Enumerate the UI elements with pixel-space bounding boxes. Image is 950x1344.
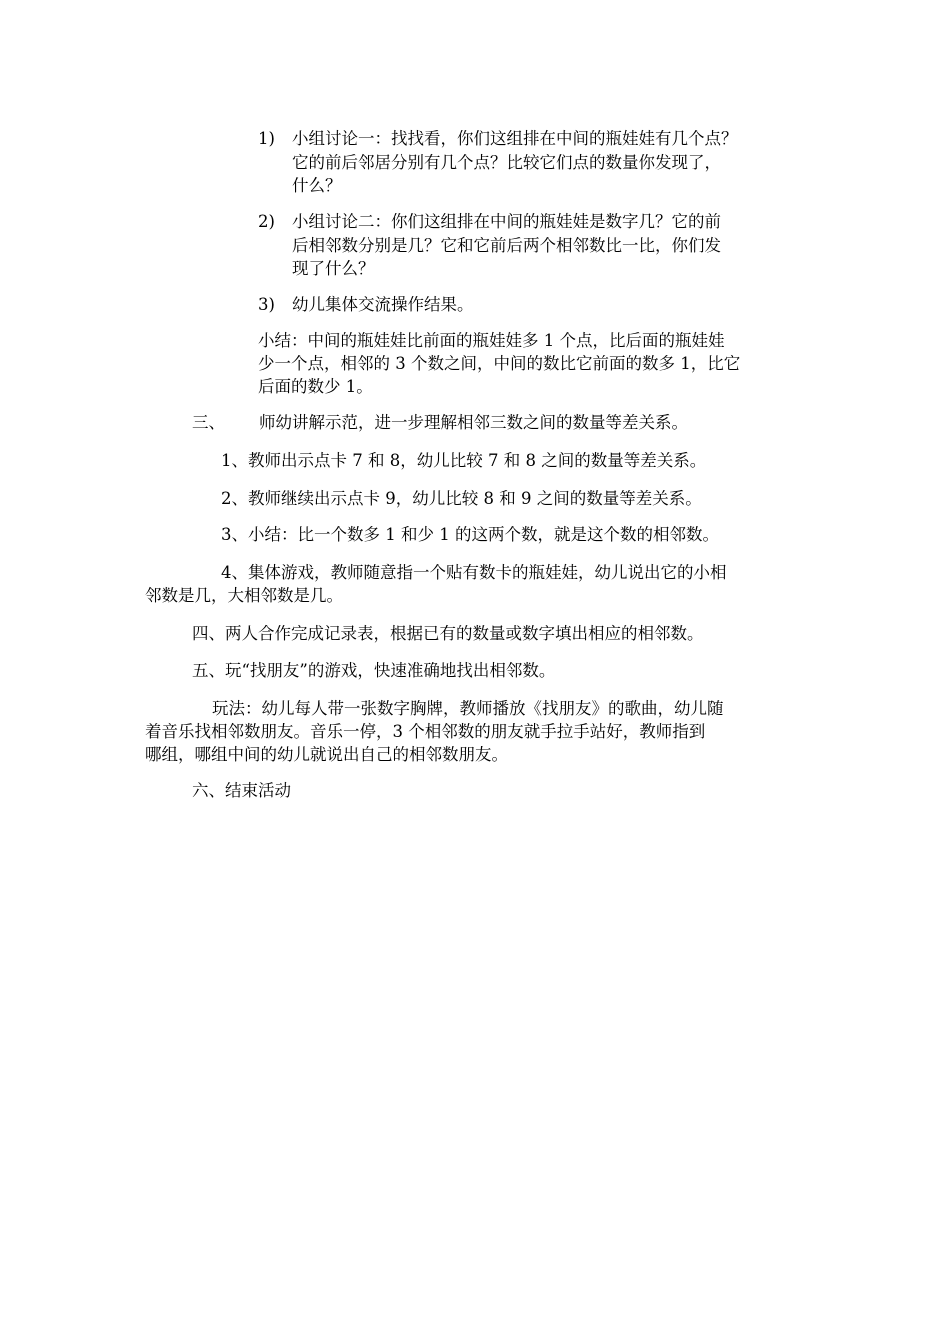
section-heading: 四、两人合作完成记录表，根据已有的数量或数字填出相应的相邻数。 xyxy=(192,624,704,643)
list-item-line: 后相邻数分别是几？它和它前后两个相邻数比一比，你们发 xyxy=(292,236,721,255)
summary-line: 少一个点，相邻的 3 个数之间，中间的数比它前面的数多 1，比它 xyxy=(258,354,741,373)
list-item-line: 它的前后邻居分别有几个点？比较它们点的数量你发现了， xyxy=(292,153,721,172)
summary-line: 小结：中间的瓶娃娃比前面的瓶娃娃多 1 个点，比后面的瓶娃娃 xyxy=(258,331,725,350)
list-number: 1) xyxy=(258,129,275,148)
list-item-line: 小组讨论一：找找看，你们这组排在中间的瓶娃娃有几个点？ xyxy=(292,129,738,148)
play-rules-line: 玩法：幼儿每人带一张数字胸牌，教师播放《找朋友》的歌曲，幼儿随 xyxy=(212,699,724,718)
section-heading: 师幼讲解示范，进一步理解相邻三数之间的数量等差关系。 xyxy=(259,413,688,432)
list-item-line: 小组讨论二：你们这组排在中间的瓶娃娃是数字几？它的前 xyxy=(292,212,721,231)
section-heading: 六、结束活动 xyxy=(192,781,291,800)
step-item: 1、教师出示点卡 7 和 8，幼儿比较 7 和 8 之间的数量等差关系。 xyxy=(221,451,707,470)
list-item-line: 幼儿集体交流操作结果。 xyxy=(292,295,474,314)
summary-line: 后面的数少 1。 xyxy=(258,377,373,396)
play-rules-line: 着音乐找相邻数朋友。音乐一停，3 个相邻数的朋友就手拉手站好，教师指到 xyxy=(145,722,706,741)
section-number: 三、 xyxy=(192,413,225,432)
play-rules-line: 哪组，哪组中间的幼儿就说出自己的相邻数朋友。 xyxy=(145,745,508,764)
list-item-line: 什么？ xyxy=(292,176,342,195)
step-item-continued: 邻数是几，大相邻数是几。 xyxy=(145,586,343,605)
list-number: 3) xyxy=(258,295,275,314)
list-number: 2) xyxy=(258,212,275,231)
step-item: 2、教师继续出示点卡 9，幼儿比较 8 和 9 之间的数量等差关系。 xyxy=(221,489,702,508)
step-item: 4、集体游戏，教师随意指一个贴有数卡的瓶娃娃，幼儿说出它的小相 xyxy=(221,563,727,582)
section-heading: 五、玩“找朋友”的游戏，快速准确地找出相邻数。 xyxy=(192,661,556,680)
list-item-line: 现了什么？ xyxy=(292,259,375,278)
step-item: 3、小结：比一个数多 1 和少 1 的这两个数，就是这个数的相邻数。 xyxy=(221,525,719,544)
